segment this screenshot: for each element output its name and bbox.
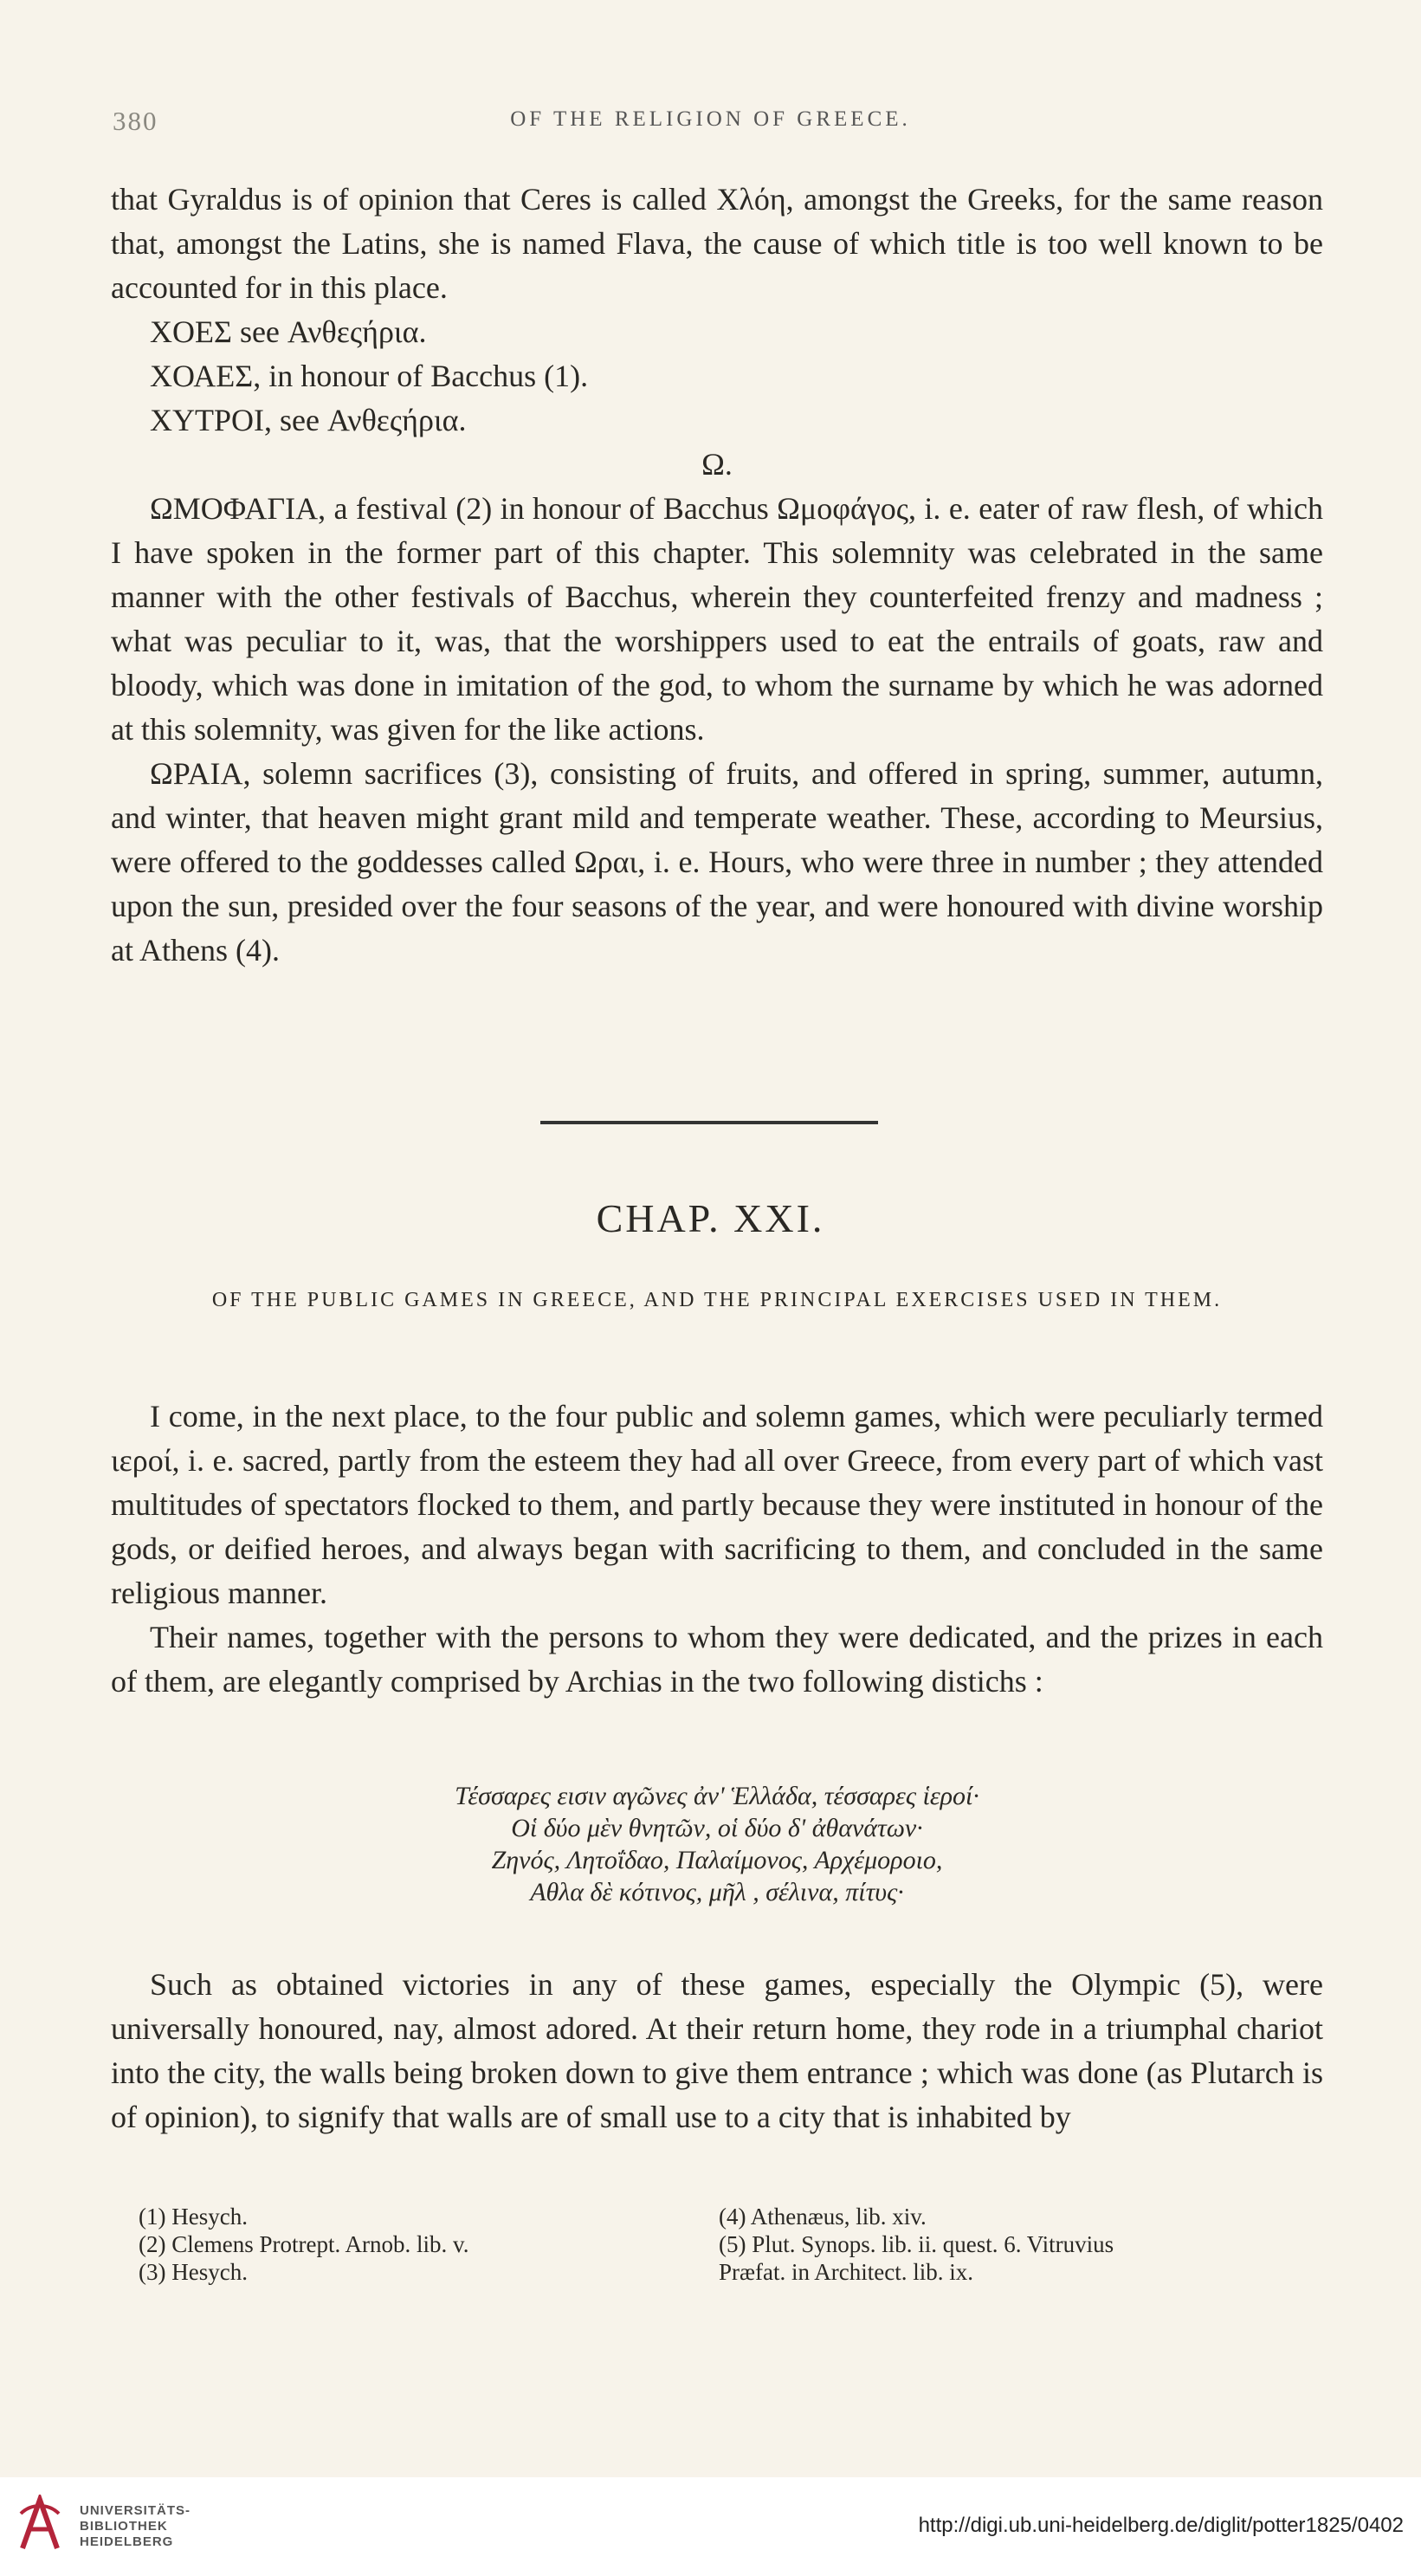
entry-choaes: ΧΟΑΕΣ, in honour of Bacchus (1). xyxy=(150,359,589,393)
verse-line: Οἱ δύο μὲν θνητῶν, οἱ δύο δ' ἀθανάτων· xyxy=(511,1814,923,1842)
page-header xyxy=(0,106,1421,140)
entry-choes: ΧΟΕΣ see Ανθεςήρια. xyxy=(150,314,427,349)
letter-heading: Ω. xyxy=(701,447,733,482)
footnote: (2) Clemens Protrept. Arnob. lib. v. xyxy=(139,2231,469,2257)
verse-line: Αθλα δὲ κότινος, μῆλ , σέλινα, πίτυς· xyxy=(530,1878,904,1906)
chapter-title: CHAP. XXI. xyxy=(596,1196,825,1240)
greek-verse xyxy=(111,1780,1323,1908)
paragraph-horaia: ΩΡΑΙΑ, solemn sacrifices (3), consisting of fruits, and offered in spring, summer, autumn, and winter, that heaven might grant mild and temperate weather. These, according to Meursius, were offered to the goddesses called Ωραι, i. e. Hours, who were three in number ; they attended upon the sun, presided over the four seasons of the year, and were honoured with divine worship at Athens (4). xyxy=(111,756,1323,968)
chapter-subtitle: OF THE PUBLIC GAMES IN GREECE, AND THE PRINCIPAL EXERCISES USED IN THEM. xyxy=(211,1289,1223,1311)
paragraph-omophagia: ΩΜΟΦΑΓΙΑ, a festival (2) in honour of Bacchus Ωμοφάγος, i. e. eater of raw flesh, of which I have spoken in the former part of this chapter. This solemnity was celebrated in the same manner with the other festivals of Bacchus, wherein they counterfeited frenzy and madness ; what was peculiar to it, was, that the worshippers used to eat the entrails of goats, raw and bloody, which was done in imitation of the god, to whom the surname by which he was adorned at this solemnity, was given for the like actions. xyxy=(111,491,1323,747)
library-footer xyxy=(0,2477,1421,2576)
footnotes-left xyxy=(139,2203,468,2286)
page-number: 380 xyxy=(113,106,158,136)
body-section-3 xyxy=(111,1932,1323,2171)
body-section-2 xyxy=(111,1395,1323,1704)
institution-line: UNIVERSITÄTS- xyxy=(80,2503,191,2518)
footnote: (4) Athenæus, lib. xiv. xyxy=(719,2204,927,2230)
paragraph: Such as obtained victories in any of these games, especially the Olympic (5), were universally honoured, nay, almost adored. At their return home, they rode in a triumphal chariot into the city, the walls being broken down to give them entrance ; which was done (as Plutarch is of opinion), to signify that walls are of small use to a city that is inhabited by xyxy=(111,1967,1323,2134)
library-logo-icon xyxy=(16,2495,64,2555)
paragraph: I come, in the next place, to the four public and solemn games, which were peculiarly termed ιεροί, i. e. sacred, partly from the esteem they had all over Greece, from every part of which vast multitudes of spectators flocked to them, and partly because they were instituted in honour of the gods, or deified heroes, and always began with sacrificing to them, and concluded in the same religious manner. xyxy=(111,1399,1323,1610)
footnotes-right xyxy=(719,2203,1114,2286)
footnote: (5) Plut. Synops. lib. ii. quest. 6. Vitruvius xyxy=(719,2231,1114,2257)
entry-chytroi: ΧΥΤΡΟΙ, see Ανθεςήρια. xyxy=(150,403,467,437)
footnote: (3) Hesych. xyxy=(139,2259,248,2285)
paragraph: Their names, together with the persons to whom they were dedicated, and the prizes in each of them, are elegantly comprised by Archias in the two following distichs : xyxy=(111,1620,1323,1699)
running-head: OF THE RELIGION OF GREECE. xyxy=(510,107,911,131)
verse-line: Ζηνός, Λητοΐδαο, Παλαίμονος, Αρχέμοροιο, xyxy=(491,1846,943,1874)
verse-line: Τέσσαρες εισιν αγῶνες ἀν' Ἑλλάδα, τέσσαρες ἱεροί· xyxy=(455,1782,979,1810)
section-divider xyxy=(540,1121,878,1124)
paragraph: that Gyraldus is of opinion that Ceres is called Χλόη, amongst the Greeks, for the same reason that, amongst the Latins, she is named Flava, the cause of which title is too well known to be accounted for in this place. xyxy=(111,182,1323,305)
institution-line: HEIDELBERG xyxy=(80,2534,174,2549)
institution-name xyxy=(80,2503,191,2550)
source-url-link[interactable]: http://digi.ub.uni-heidelberg.de/diglit/potter1825/0402 xyxy=(918,2514,1404,2537)
footnote: Præfat. in Architect. lib. ix. xyxy=(719,2259,973,2285)
body-section-1 xyxy=(111,178,1323,973)
institution-line: BIBLIOTHEK xyxy=(80,2519,168,2534)
footnote: (1) Hesych. xyxy=(139,2204,248,2230)
